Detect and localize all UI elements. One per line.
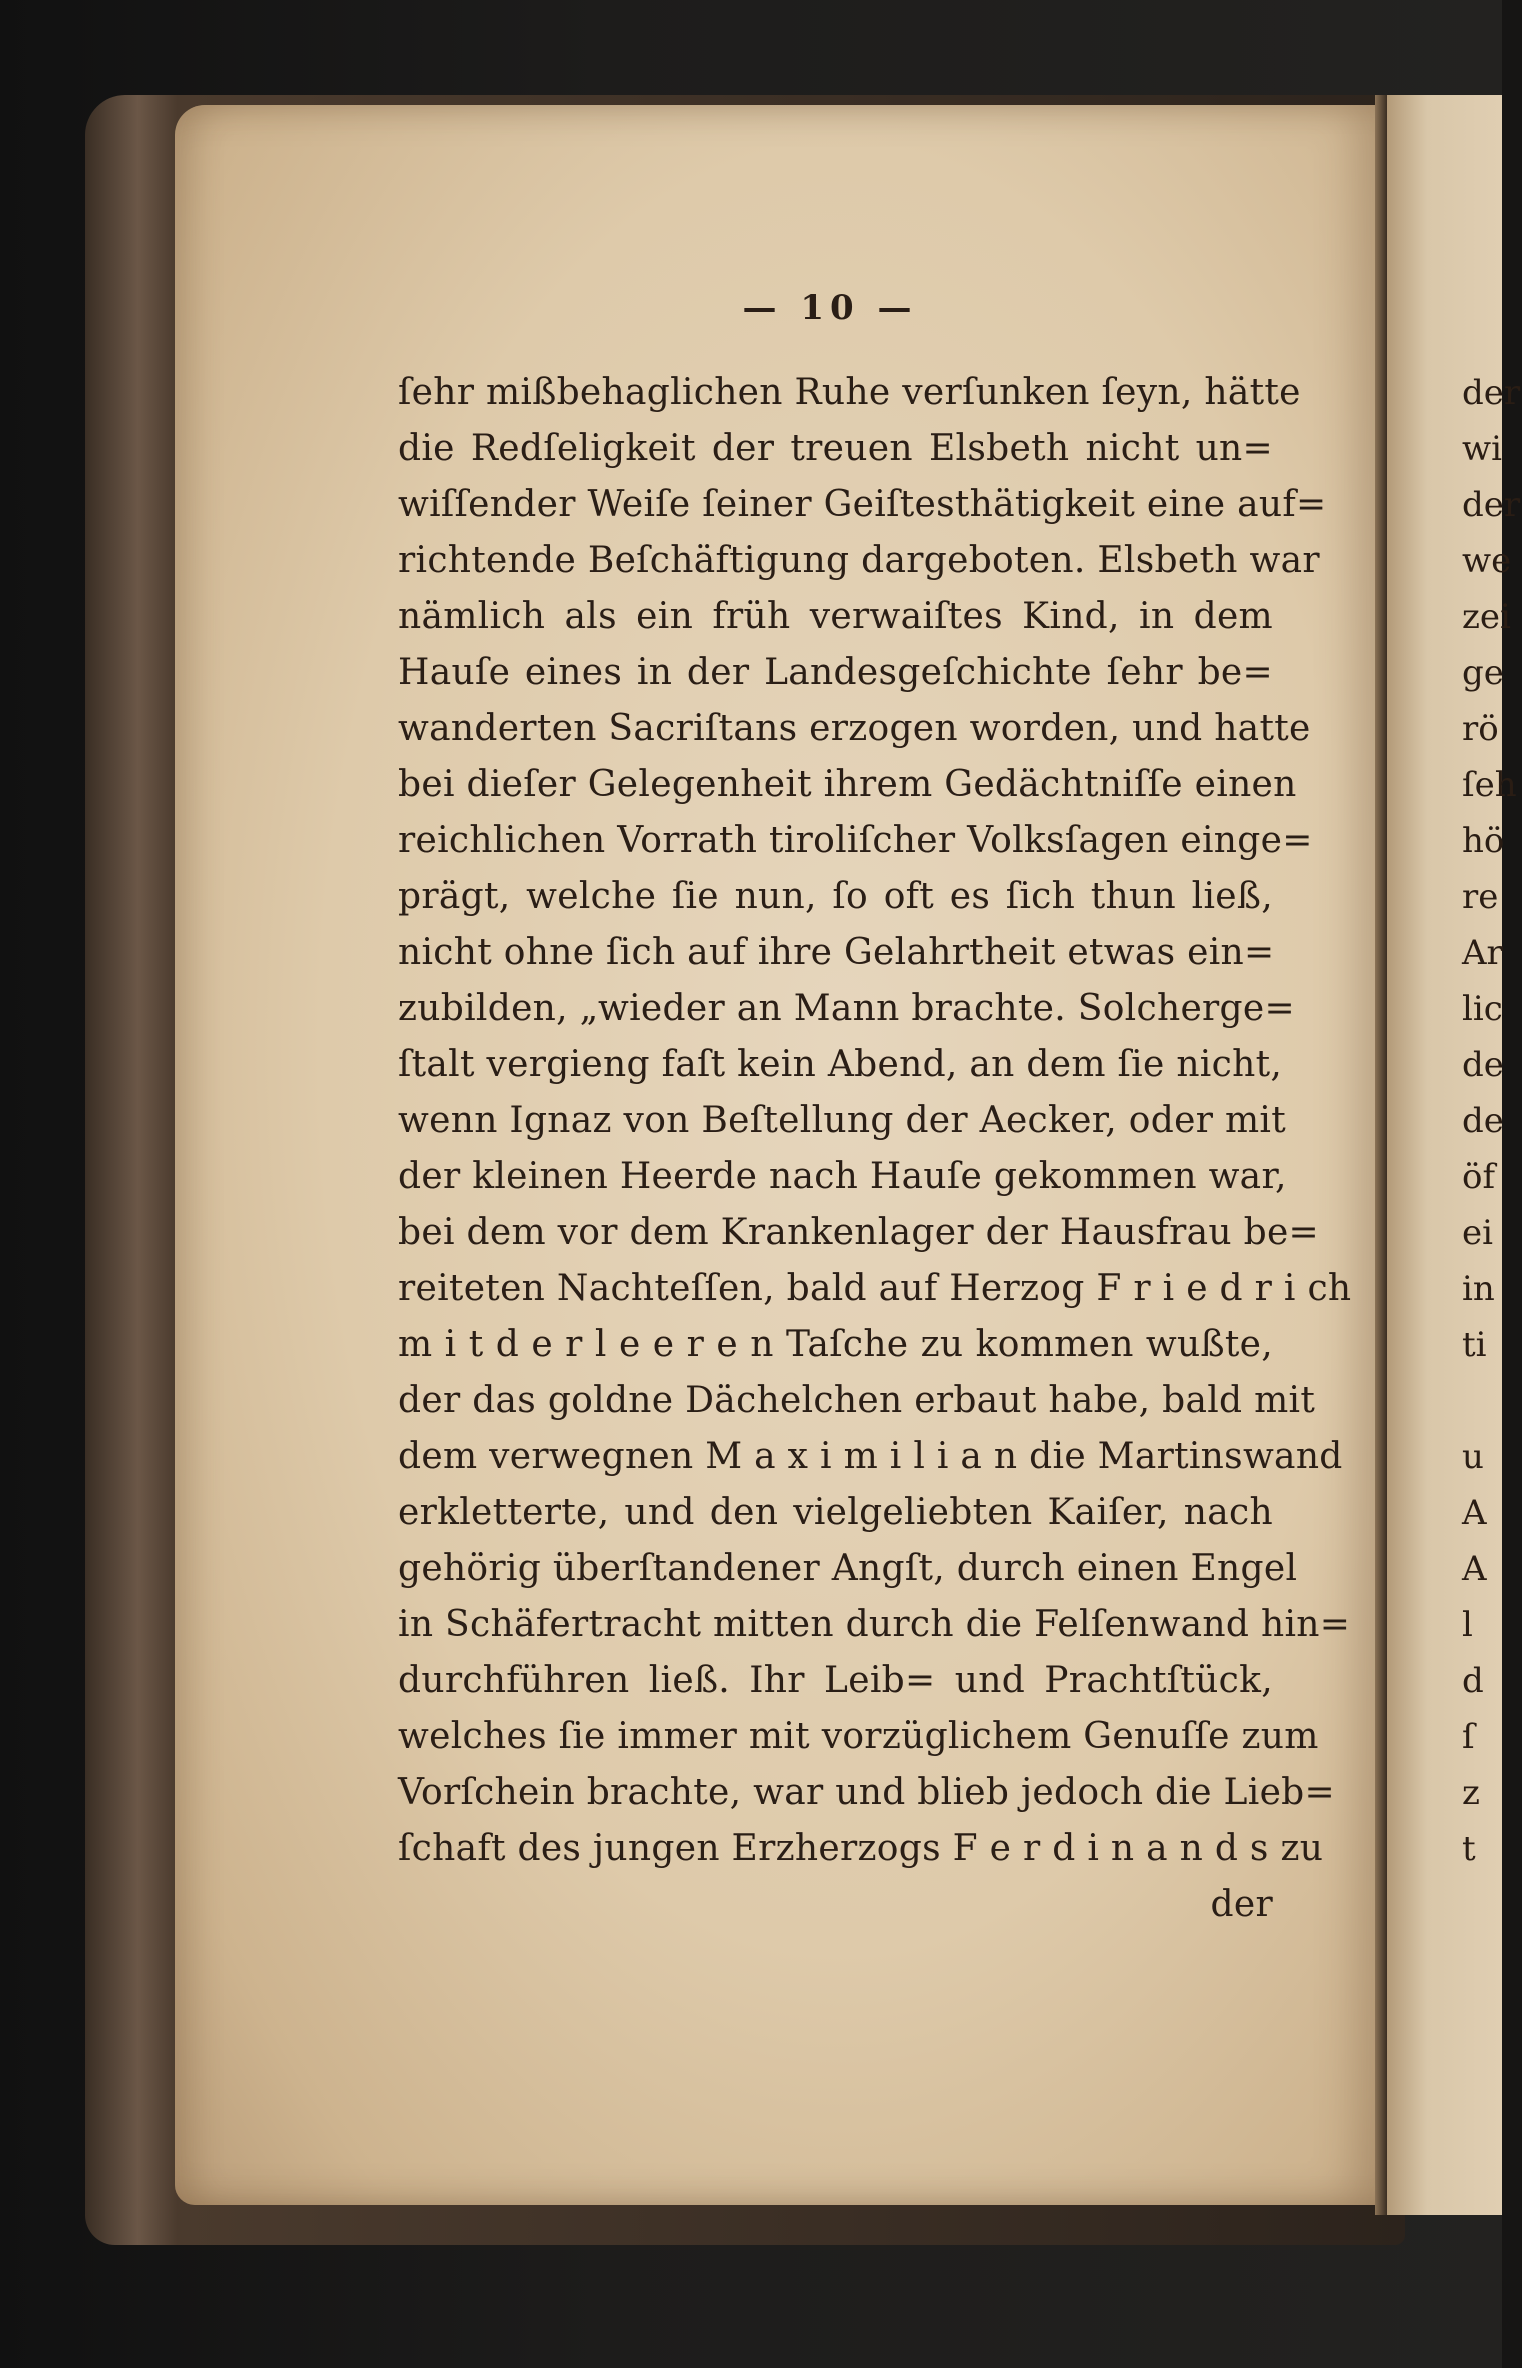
text-line: Vorſchein brachte, war und blieb jedoch die Lieb= xyxy=(398,1772,1335,1813)
text-line: die Redſeligkeit der treuen Elsbeth nicht un= xyxy=(398,428,1273,469)
facing-page-line: l xyxy=(1462,1605,1473,1645)
facing-page-line: d xyxy=(1462,1661,1484,1701)
text-line: welches ſie immer mit vorzüglichem Genuſſe zum xyxy=(398,1716,1319,1757)
text-line: nämlich als ein früh verwaiſtes Kind, in dem xyxy=(398,596,1273,637)
facing-page-line: ſeh xyxy=(1462,765,1517,805)
facing-page-line: wi xyxy=(1462,429,1502,469)
facing-page-line: t xyxy=(1462,1829,1476,1869)
text-line: wenn Ignaz von Beſtellung der Aecker, oder mit xyxy=(398,1100,1286,1141)
facing-page-line: lic xyxy=(1462,989,1503,1029)
facing-page-line: de xyxy=(1462,1101,1504,1141)
facing-page-line: we xyxy=(1462,541,1512,581)
text-line: ſchaft des jungen Erzherzogs F e r d i n a n d s zu xyxy=(398,1828,1324,1869)
text-line: richtende Beſchäftigung dargeboten. Elsbeth war xyxy=(398,540,1320,581)
text-line: dem verwegnen M a x i m i l i a n die Martinswand xyxy=(398,1436,1343,1477)
text-line: durchführen ließ. Ihr Leib= und Prachtſtück, xyxy=(398,1660,1273,1701)
facing-page-line: zei xyxy=(1462,597,1511,637)
facing-page-line: u xyxy=(1462,1437,1484,1477)
facing-page-line xyxy=(1462,1373,1522,1429)
facing-page-line: ſ xyxy=(1462,1717,1475,1757)
text-line: ſtalt vergieng faſt kein Abend, an dem ſie nicht, xyxy=(398,1044,1283,1085)
facing-page-line: der xyxy=(1462,373,1521,413)
facing-page-line: z xyxy=(1462,1773,1480,1813)
facing-page-line: Ar xyxy=(1462,933,1503,973)
text-line: bei dieſer Gelegenheit ihrem Gedächtniſſe einen xyxy=(398,764,1297,805)
text-line: reiteten Nachteſſen, bald auf Herzog F r i e d r i ch xyxy=(398,1268,1352,1309)
text-line: reichlichen Vorrath tiroliſcher Volksſagen einge= xyxy=(398,820,1313,861)
text-line: bei dem vor dem Krankenlager der Hausfrau be= xyxy=(398,1212,1320,1253)
page-body-text xyxy=(398,365,1352,1933)
facing-page-line: rö xyxy=(1462,709,1499,749)
facing-page-line: de xyxy=(1462,1045,1504,1085)
text-line: nicht ohne ſich auf ihre Gelahrtheit etwas ein= xyxy=(398,932,1275,973)
text-line: Hauſe eines in der Landesgeſchichte ſehr be= xyxy=(398,652,1273,693)
facing-page-line: ge xyxy=(1462,653,1504,693)
text-line: gehörig überſtandener Angſt, durch einen Engel xyxy=(398,1548,1298,1589)
text-line: der das goldne Dächelchen erbaut habe, bald mit xyxy=(398,1380,1316,1421)
facing-page-line: A xyxy=(1462,1493,1487,1533)
facing-page-line: A xyxy=(1462,1549,1487,1589)
text-line: ſehr mißbehaglichen Ruhe verſunken ſeyn, hätte xyxy=(398,372,1301,413)
text-line: prägt, welche ſie nun, ſo oft es ſich thun ließ, xyxy=(398,876,1273,917)
facing-page-line: in xyxy=(1462,1269,1495,1309)
text-line: wanderten Sacriſtans erzogen worden, und hatte xyxy=(398,708,1311,749)
text-line: in Schäfertracht mitten durch die Felſenwand hin= xyxy=(398,1604,1351,1645)
page-number: — 10 — xyxy=(742,288,918,328)
facing-page-line: ei xyxy=(1462,1213,1493,1253)
text-line: m i t d e r l e e r e n Taſche zu kommen wußte, xyxy=(398,1324,1273,1365)
facing-page-line: hö xyxy=(1462,821,1505,861)
facing-page-text xyxy=(1462,365,1522,1877)
text-line: der xyxy=(1210,1884,1273,1925)
facing-page-line: ti xyxy=(1462,1325,1487,1365)
text-line: der kleinen Heerde nach Hauſe gekommen war, xyxy=(398,1156,1287,1197)
facing-page-line: der xyxy=(1462,485,1521,525)
facing-page-line: öf xyxy=(1462,1157,1496,1197)
book-gutter xyxy=(1375,95,1387,2215)
facing-page-line: re xyxy=(1462,877,1499,917)
text-line: zubilden, „wieder an Mann brachte. Solcherge= xyxy=(398,988,1295,1029)
text-line: erkletterte, und den vielgeliebten Kaiſer, nach xyxy=(398,1492,1273,1533)
text-line: wiſſender Weiſe ſeiner Geiſtesthätigkeit eine auf= xyxy=(398,484,1327,525)
